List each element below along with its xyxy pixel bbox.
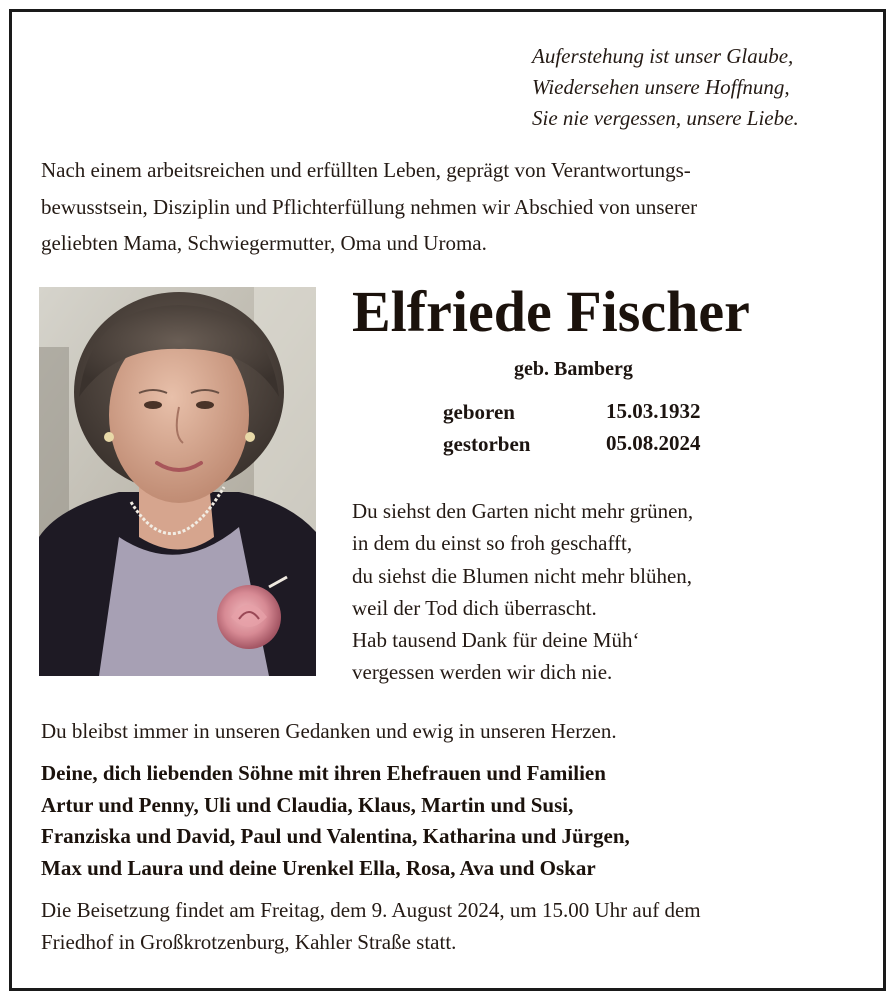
- maiden-name: geb. Bamberg: [514, 358, 633, 380]
- motto-line: Wiedersehen unsere Hoffnung,: [532, 75, 790, 99]
- poem-line: du siehst die Blumen nicht mehr blühen,: [352, 563, 693, 588]
- intro-line: bewusstsein, Disziplin und Pflichterfüllung nehmen wir Abschied von unserer: [41, 194, 698, 219]
- motto-line: Auferstehung ist unser Glaube,: [532, 44, 794, 68]
- intro-line: geliebten Mama, Schwiegermutter, Oma und Uroma.: [41, 231, 487, 255]
- closing-sentence: Du bleibst immer in unseren Gedanken und ewig in unseren Herzen.: [41, 719, 617, 743]
- family-signatories: [41, 758, 630, 884]
- motto-line: Sie nie vergessen, unsere Liebe.: [532, 106, 799, 130]
- poem-line: in dem du einst so froh geschafft,: [352, 531, 633, 556]
- family-line: Franziska und David, Paul und Valentina, Katharina und Jürgen,: [41, 824, 630, 849]
- poem-line: weil der Tod dich überrascht.: [352, 595, 597, 620]
- deceased-name: Elfriede Fischer: [352, 279, 750, 344]
- family-line: Artur und Penny, Uli und Claudia, Klaus, Martin und Susi,: [41, 792, 574, 817]
- intro-line: Nach einem arbeitsreichen und erfüllten Leben, geprägt von Verantwortungs-: [41, 158, 691, 182]
- died-label: gestorben: [443, 432, 531, 456]
- poem-line: Du siehst den Garten nicht mehr grünen,: [352, 499, 694, 523]
- born-date: 15.03.1932: [606, 399, 701, 423]
- family-line: Deine, dich liebenden Söhne mit ihren Ehefrauen und Familien: [41, 761, 606, 785]
- motto-verse: [532, 41, 799, 134]
- portrait-photo: [39, 287, 316, 676]
- poem-line: Hab tausend Dank für deine Müh‘: [352, 628, 640, 653]
- family-line: Max und Laura und deine Urenkel Ella, Rosa, Ava und Oskar: [41, 855, 596, 880]
- born-label: geboren: [443, 400, 515, 424]
- poem: [352, 495, 693, 689]
- funeral-line: Die Beisetzung findet am Freitag, dem 9. August 2024, um 15.00 Uhr auf dem: [41, 898, 701, 922]
- poem-line: vergessen werden wir dich nie.: [352, 660, 613, 685]
- funeral-line: Friedhof in Großkrotzenburg, Kahler Straße statt.: [41, 930, 457, 954]
- funeral-notice: [41, 894, 701, 958]
- intro-paragraph: [41, 152, 871, 262]
- died-date: 05.08.2024: [606, 431, 701, 455]
